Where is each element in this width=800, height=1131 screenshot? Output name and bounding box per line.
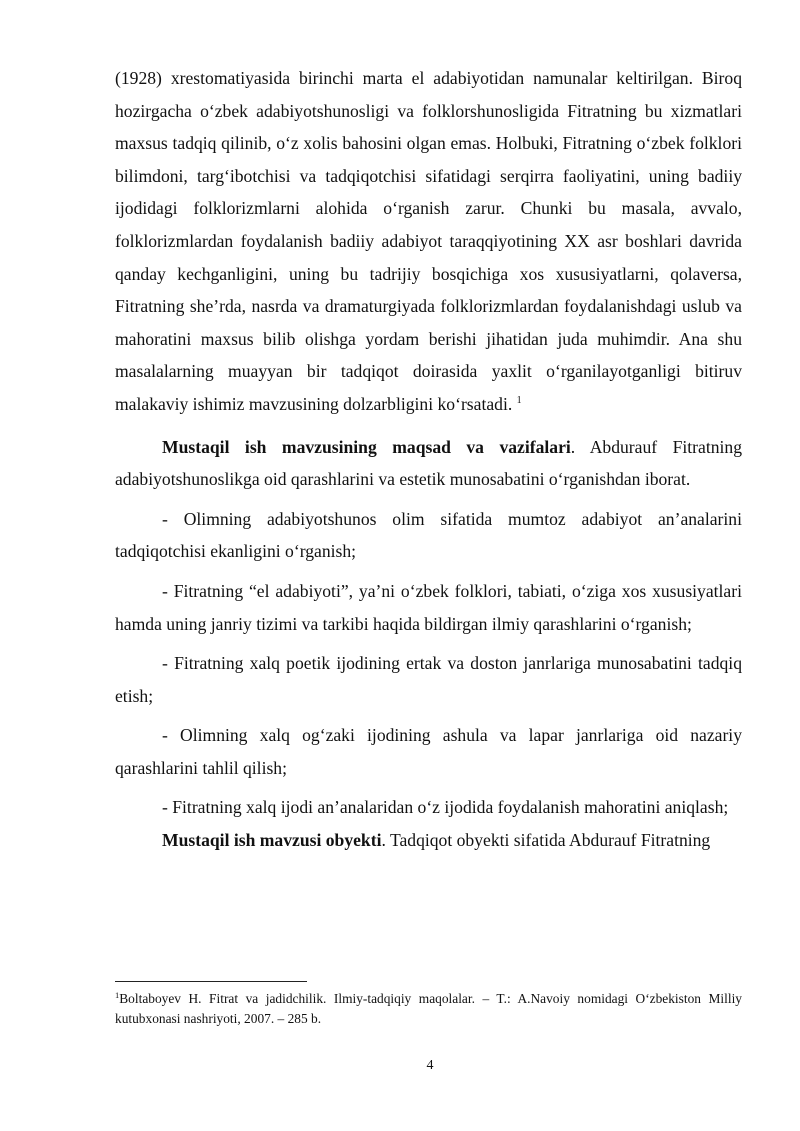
task-item: - Fitratning “el adabiyoti”, ya’ni o‘zbek folklori, tabiati, o‘ziga xos xususiyatlari hamda uning janriy tizimi va tarkibi haqida bildirgan ilmiy qarashlarini o‘rganish; xyxy=(115,580,742,634)
object-text: . Tadqiqot obyekti sifatida Abdurauf Fitratning xyxy=(381,830,711,851)
footnote-separator xyxy=(115,981,307,982)
footnote-text: Boltaboyev H. Fitrat va jadidchilik. Ilmiy-tadqiqiy maqolalar. – T.: A.Navoiy nomidagi O‘zbekiston Milliy kutubxonasi nashriyoti, 2007. – 285 b. xyxy=(115,991,742,1026)
footnote-reference: 1 xyxy=(516,394,522,406)
object-paragraph xyxy=(115,824,742,857)
intro-paragraph-text: (1928) xrestomatiyasida birinchi marta el adabiyotidan namunalar keltirilgan. Biroq hozirgacha o‘zbek adabiyotshunosligi va folklorshunosligida Fitratning bu xizmatlari maxsus tadqiq qilinib, o‘z xolis bahosini olgan emas. Holbuki, Fitratning o‘zbek folklori bilimdoni, targ‘ibotchisi va tadqiqotchisi sifatidagi serqirra faoliyatini, uning badiiy ijodidagi folklorizmlarni alohida o‘rganish zarur. Chunki bu masala, avvalo, folklorizmlardan foydalanish badiiy adabiyot taraqqiyotining XX asr boshlari davrida qanday kechganligini, uning bu tadrijiy bosqichiga xos xususiyatlarni, qolaversa, Fitratning she’rda, nasrda va dramaturgiyada folklorizmlardan foydalanishdagi uslub va mahoratini maxsus bilib olishga yordam berishi jihatidan juda muhimdir. Ana shu masalalarning muayyan bir tadqiqot doirasida yaxlit o‘rganilayotganligi bitiruv malakaviy ishimiz mavzusining dolzarbligini ko‘rsatadi. xyxy=(115,68,742,414)
goals-text: . Abdurauf Fitratning adabiyotshunoslikga oid qarashlarini va estetik munosabatini o‘rganishdan iborat. xyxy=(115,436,742,490)
task-item: - Olimning adabiyotshunos olim sifatida mumtoz adabiyot an’analarini tadqiqotchisi ekanligini o‘rganish; xyxy=(115,508,742,562)
goals-paragraph xyxy=(115,431,742,496)
task-item: - Fitratning xalq poetik ijodining ertak va doston janrlariga munosabatini tadqiq etish; xyxy=(115,653,742,706)
footnote-marker: 1 xyxy=(115,990,120,1000)
goals-heading: Mustaqil ish mavzusining maqsad va vazifalari xyxy=(162,436,571,457)
page-body xyxy=(115,62,742,857)
object-heading: Mustaqil ish mavzusi obyekti xyxy=(162,830,382,851)
task-item: - Olimning xalq og‘zaki ijodining ashula va lapar janrlariga oid nazariy qarashlarini tahlil qilish; xyxy=(115,725,742,778)
task-item: - Fitratning xalq ijodi an’analaridan o‘z ijodida foydalanish mahoratini aniqlash; xyxy=(162,797,729,818)
footnote xyxy=(115,989,742,1029)
intro-paragraph xyxy=(115,62,742,421)
page-number: 4 xyxy=(426,1058,434,1073)
